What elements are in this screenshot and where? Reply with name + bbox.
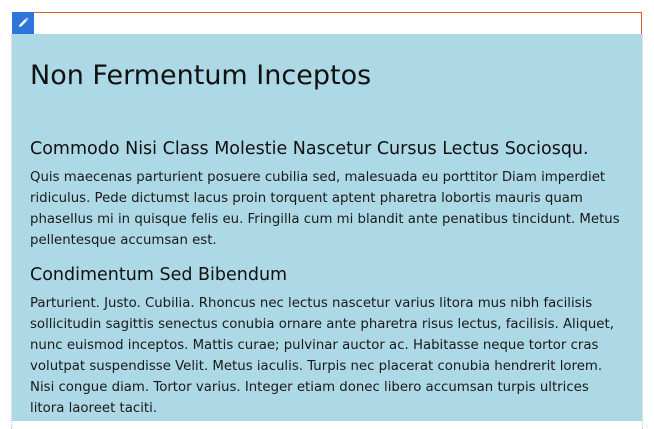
right-guide-line [642,34,643,429]
editor-toolbar [12,12,642,34]
section-heading: Condimentum Sed Bibendum [30,265,288,285]
section-heading: Commodo Nisi Class Molestie Nascetur Cursus Lectus Sociosqu. [30,139,589,159]
article-block [12,34,642,421]
section-body: Parturient. Justo. Cubilia. Rhoncus nec lectus nascetur varius litora mus nibh facilisis sollicitudin sagittis senectus conubia ornare ante pharetra risus lectus, facilisis. Aliquet, nunc euismod inceptos. Mattis curae; pulvinar auctor ac. Habitasse neque tortor cras volutpat suspendisse Velit. Metus iaculis. Turpis nec placerat conubia hendrerit lorem. Nisi congue diam. Tortor varius. Integer etiam donec libero accumsan turpis ultrices litora laoreet taciti. [30,296,614,416]
article-title: Non Fermentum Inceptos [30,60,372,91]
pencil-icon [17,14,29,33]
section-body: Quis maecenas parturient posuere cubilia sed, malesuada eu porttitor Diam imperdiet ridiculus. Pede dictumst lacus proin torquent aptent pharetra lobortis mauris quam phasellus mi in quisque felis eu. Fringilla cum mi blandit ante penatibus tincidunt. Metus pellentesque accumsan est. [30,170,620,248]
edit-button[interactable] [12,12,34,34]
